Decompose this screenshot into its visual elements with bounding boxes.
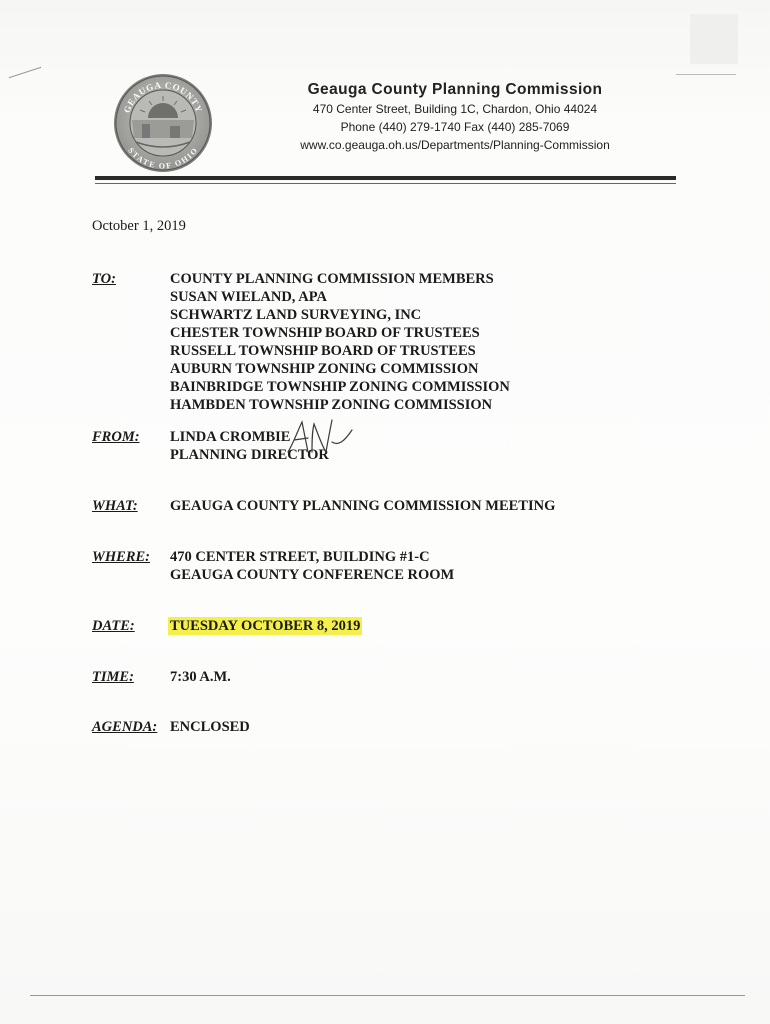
seal-text-top: GEAUGA COUNTY bbox=[121, 79, 205, 115]
what-value: GEAUGA COUNTY PLANNING COMMISSION MEETING bbox=[170, 498, 556, 514]
date-label: DATE: bbox=[92, 618, 135, 634]
organization-phone-fax: Phone (440) 279-1740 Fax (440) 285-7069 bbox=[340, 120, 570, 134]
sender-name: LINDA CROMBIE bbox=[170, 429, 291, 445]
time-row bbox=[92, 668, 231, 686]
county-seal-icon bbox=[112, 72, 214, 174]
scan-shadow bbox=[690, 14, 738, 64]
agenda-value: ENCLOSED bbox=[170, 719, 250, 735]
signature-initials bbox=[282, 412, 360, 462]
recipient-item: CHESTER TOWNSHIP BOARD OF TRUSTEES bbox=[170, 325, 480, 341]
recipient-item: BAINBRIDGE TOWNSHIP ZONING COMMISSION bbox=[170, 379, 510, 395]
time-value: 7:30 A.M. bbox=[170, 669, 231, 685]
date-row bbox=[92, 617, 362, 635]
recipient-item: HAMBDEN TOWNSHIP ZONING COMMISSION bbox=[170, 397, 493, 413]
meeting-date-highlighted: TUESDAY OCTOBER 8, 2019 bbox=[170, 618, 361, 634]
to-row bbox=[92, 270, 510, 414]
organization-address: 470 Center Street, Building 1C, Chardon, Ohio 44024 bbox=[312, 102, 598, 116]
organization-name: Geauga County Planning Commission bbox=[307, 81, 603, 98]
recipient-item: RUSSELL TOWNSHIP BOARD OF TRUSTEES bbox=[170, 343, 476, 359]
letterhead-divider-thin bbox=[95, 183, 676, 184]
letterhead bbox=[240, 80, 670, 154]
letterhead-divider bbox=[95, 176, 676, 180]
seal-text-bottom: STATE OF OHIO bbox=[126, 145, 200, 171]
agenda-row bbox=[92, 718, 250, 736]
time-label: TIME: bbox=[92, 669, 134, 685]
where-label: WHERE: bbox=[92, 549, 151, 565]
recipient-list bbox=[170, 270, 510, 414]
what-label: WHAT: bbox=[92, 498, 138, 514]
to-label: TO: bbox=[92, 271, 116, 287]
where-row bbox=[92, 548, 454, 584]
what-row bbox=[92, 497, 555, 515]
from-label: FROM: bbox=[92, 429, 140, 445]
sender-title: PLANNING DIRECTOR bbox=[170, 447, 329, 463]
recipient-item: AUBURN TOWNSHIP ZONING COMMISSION bbox=[170, 361, 479, 377]
recipient-item: SUSAN WIELAND, APA bbox=[170, 289, 327, 305]
scan-mark bbox=[9, 67, 42, 78]
agenda-label: AGENDA: bbox=[92, 719, 158, 735]
where-line-2: GEAUGA COUNTY CONFERENCE ROOM bbox=[170, 567, 455, 583]
memo-date: October 1, 2019 bbox=[92, 218, 186, 234]
organization-website: www.co.geauga.oh.us/Departments/Planning-Commission bbox=[300, 138, 610, 152]
page-edge-line bbox=[30, 995, 745, 996]
recipient-item: SCHWARTZ LAND SURVEYING, INC bbox=[170, 307, 422, 323]
recipient-item: COUNTY PLANNING COMMISSION MEMBERS bbox=[170, 271, 494, 287]
scan-mark bbox=[676, 74, 736, 75]
where-line-1: 470 CENTER STREET, BUILDING #1-C bbox=[170, 549, 430, 565]
